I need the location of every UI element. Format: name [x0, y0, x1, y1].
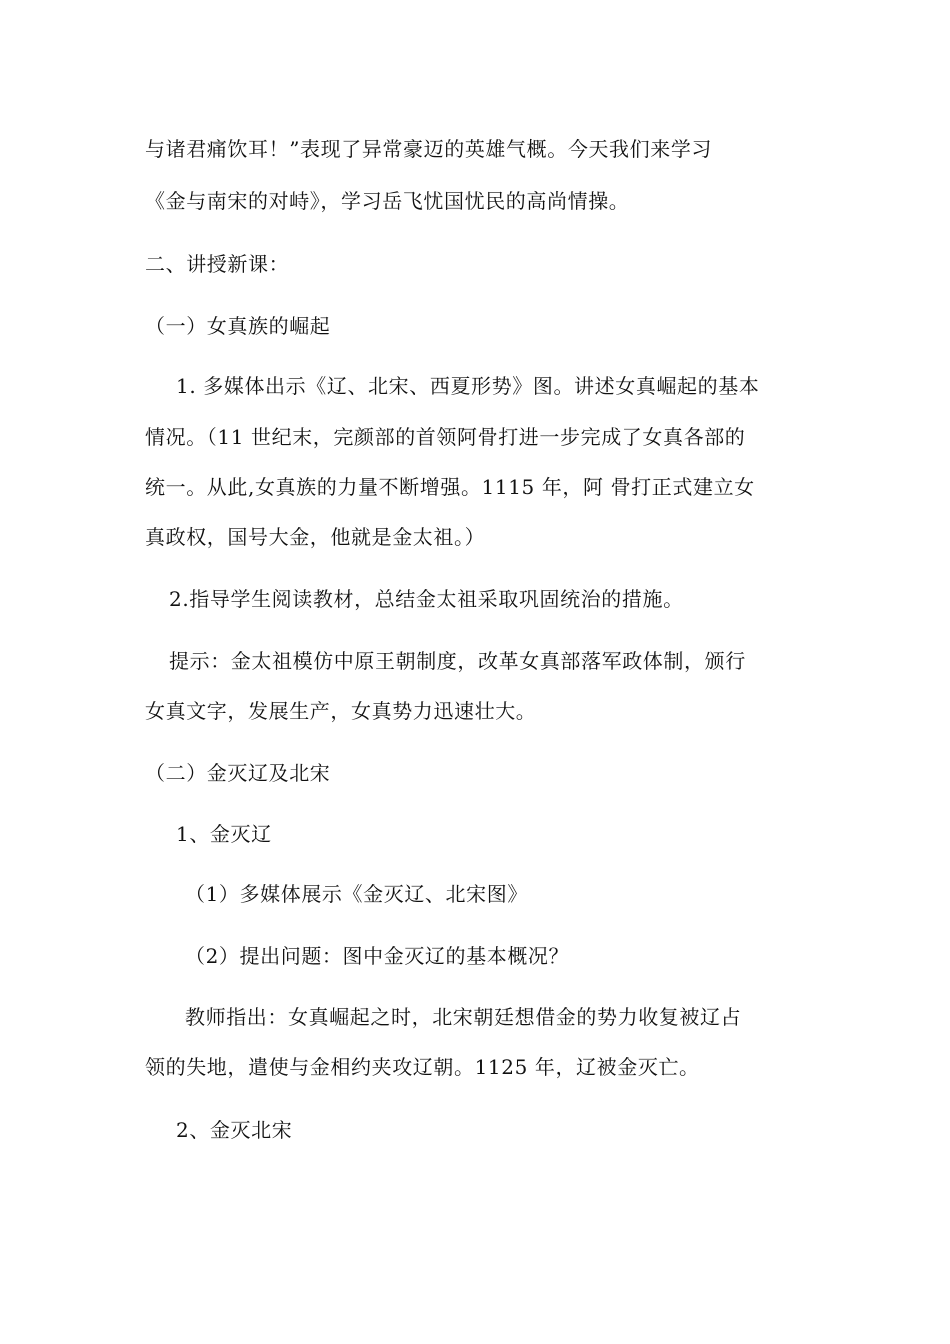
section-heading: 二、讲授新课： [145, 252, 290, 276]
body-text-line: 情况。（11 世纪末，完颜部的首领阿骨打进一步完成了女真各部的 [145, 425, 746, 449]
body-text-line: 统一。从此,女真族的力量不断增强。1115 年，阿 骨打正式建立女 [145, 475, 755, 499]
body-text-line: 提示：金太祖模仿中原王朝制度，改革女真部落军政体制，颁行 [169, 649, 746, 673]
list-item: 2.指导学生阅读教材，总结金太祖采取巩固统治的措施。 [169, 587, 684, 611]
subsection-heading: （二）金灭辽及北宋 [145, 761, 331, 785]
body-text-line: 真政权，国号大金，他就是金太祖。） [145, 525, 486, 549]
list-item: 1、金灭辽 [176, 822, 272, 846]
body-text-line: 《金与南宋的对峙》，学习岳飞忧国忧民的高尚情操。 [145, 189, 630, 213]
subsection-heading: （一）女真族的崛起 [145, 314, 331, 338]
body-text-line: 女真文字，发展生产，女真势力迅速壮大。 [145, 699, 537, 723]
body-text-line: 与诸君痛饮耳！”表现了异常豪迈的英雄气概。今天我们来学习 [145, 137, 713, 161]
list-item: 1. 多媒体出示《辽、北宋、西夏形势》图。讲述女真崛起的基本 [176, 374, 760, 398]
body-text-line: 教师指出：女真崛起之时，北宋朝廷想借金的势力收复被辽占 [185, 1005, 742, 1029]
list-item: （2）提出问题：图中金灭辽的基本概况？ [185, 944, 570, 968]
list-item: （1）多媒体展示《金灭辽、北宋图》 [185, 882, 528, 906]
body-text-line: 领的失地，遣使与金相约夹攻辽朝。1125 年，辽被金灭亡。 [145, 1055, 700, 1079]
list-item: 2、金灭北宋 [176, 1118, 293, 1142]
